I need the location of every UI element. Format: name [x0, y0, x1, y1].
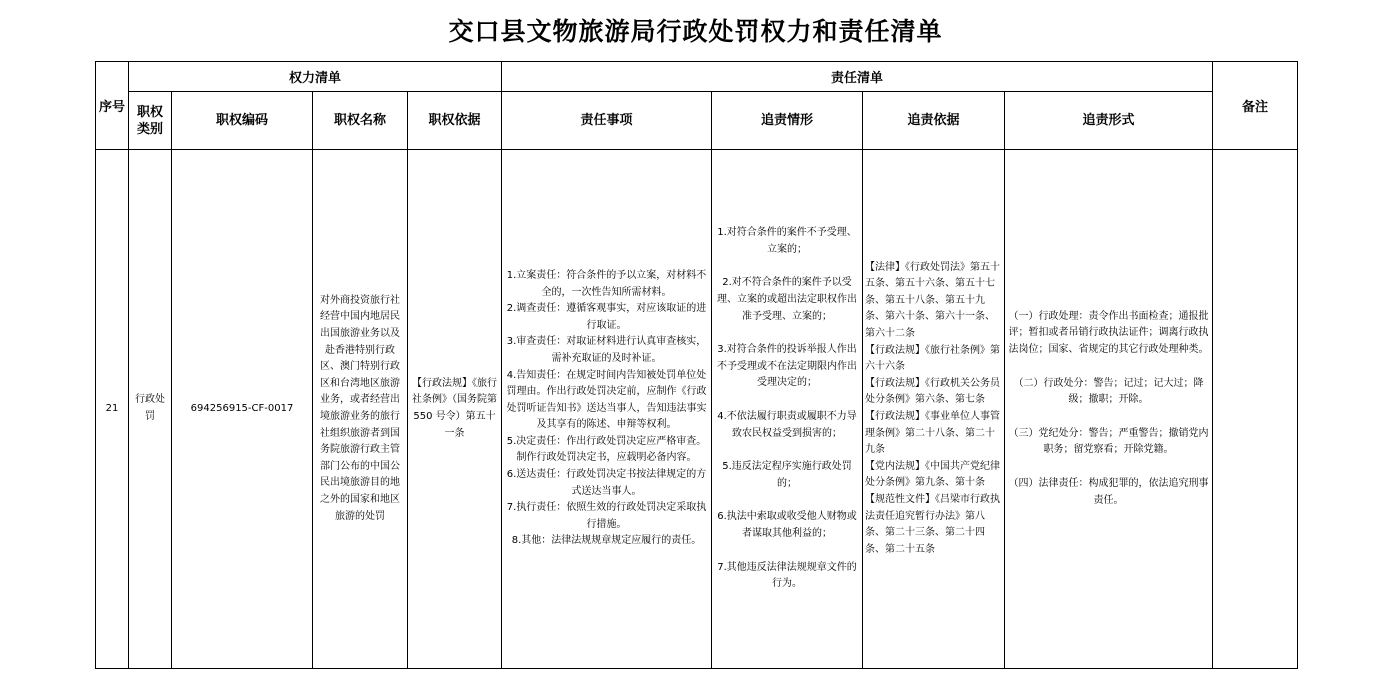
header-row-columns: [96, 92, 1298, 150]
header-category: 职权类别: [129, 92, 172, 150]
header-pursuit-cases: 追责情形: [712, 92, 863, 150]
pursuit-case-item: 4.不依法履行职责或履职不力导致农民权益受到损害的；: [717, 411, 857, 439]
duty-item: 7.执行责任：依照生效的行政处罚决定采取执行措施。: [506, 502, 707, 530]
header-row-groups: [96, 62, 1298, 92]
header-responsibility-list: 责任清单: [502, 62, 1213, 92]
pursuit-basis-item: 【党内法规】《中国共产党纪律处分条例》第九条、第十条: [865, 460, 1001, 489]
duty-item: 5.决定责任：作出行政处罚决定应严格审查。制作行政处罚决定书，应载明必备内容。: [506, 435, 707, 464]
duty-item: 4.告知责任：在规定时间内告知被处罚单位处罚理由。作出行政处罚决定前，应制作《行政处罚听证告知书》送达当事人，告知违法事实及其享有的陈述、申辩等权利。: [506, 369, 707, 431]
cell-pursuit-basis: [863, 150, 1005, 669]
pursuit-form-item: （一）行政处理：责令作出书面检查；通报批评；暂扣或者吊销行政执法证件；调离行政执法岗位；国家、省规定的其它行政处理种类。: [1008, 310, 1209, 356]
header-remarks: 备注: [1213, 62, 1298, 150]
pursuit-basis-item: 【行政法规】《事业单位人事管理条例》第二十八条、第二十九条: [865, 411, 1001, 456]
cell-pursuit-cases: [712, 150, 863, 669]
page-title: 交口县文物旅游局行政处罚权力和责任清单: [448, 17, 943, 46]
header-code: 职权编码: [172, 92, 313, 150]
pursuit-basis-item: 【行政法规】《旅行社条例》第六十六条: [865, 344, 1001, 373]
duty-item: 6.送达责任：行政处罚决定书按法律规定的方式送达当事人。: [506, 469, 707, 497]
header-pursuit-basis: 追责依据: [863, 92, 1005, 150]
power-responsibility-table: [95, 61, 1298, 669]
duty-item: 8.其他：法律法规规章规定应履行的责任。: [511, 535, 702, 547]
pursuit-case-item: 3.对符合条件的投诉举报人作出不予受理或不在法定期限内作出受理决定的；: [717, 344, 858, 389]
pursuit-basis-item: 【法律】《行政处罚法》第五十五条、第五十六条、第五十七条、第五十八条、第五十九条、第六十条、第六十一条、第六十二条: [865, 261, 1001, 340]
duty-item: 1.立案责任：符合条件的予以立案，对材料不全的，一次性告知所需材料。: [506, 269, 707, 298]
duty-item: 3.审查责任：对取证材料进行认真审查核实，需补充取证的及时补证。: [506, 336, 707, 364]
header-seq: 序号: [96, 62, 129, 150]
cell-seq: 21: [96, 150, 129, 669]
pursuit-basis-item: 【行政法规】《行政机关公务员处分条例》第六条、第七条: [865, 377, 1001, 406]
pursuit-form-item: （二）行政处分：警告；记过；记大过；降级；撤职；开除。: [1013, 377, 1204, 406]
header-basis: 职权依据: [408, 92, 502, 150]
pursuit-basis-item: 【规范性文件】《吕梁市行政执法责任追究暂行办法》第八条、第二十三条、第二十四条、第二十五条: [865, 493, 1001, 555]
header-power-list: 权力清单: [129, 62, 502, 92]
pursuit-case-item: 6.执法中索取或收受他人财物或者谋取其他利益的；: [717, 511, 857, 539]
cell-code: 694256915-CF-0017: [172, 150, 313, 669]
pursuit-form-item: （三）党纪处分：警告；严重警告；撤销党内职务；留党察看；开除党籍。: [1008, 427, 1209, 456]
pursuit-case-item: 2.对不符合条件的案件予以受理、立案的或超出法定职权作出准予受理、立案的；: [717, 277, 858, 322]
cell-pursuit-forms: [1005, 150, 1213, 669]
cell-category: 行政处罚: [129, 150, 172, 669]
cell-duties: [502, 150, 712, 669]
cell-name: 对外商投资旅行社经营中国内地居民出国旅游业务以及赴香港特别行政区、澳门特别行政区和台湾地区旅游业务，或者经营出境旅游业务的旅行社组织旅游者到国务院旅游行政主管部门公布的中国公民出境旅游目的地之外的国家和地区旅游的处罚: [313, 150, 408, 669]
cell-basis: 【行政法规】《旅行社条例》（国务院第 550 号令）第五十一条: [408, 150, 502, 669]
table-row: [96, 150, 1298, 669]
header-duties: 责任事项: [502, 92, 712, 150]
header-name: 职权名称: [313, 92, 408, 150]
pursuit-case-item: 5.违反法定程序实施行政处罚的；: [722, 461, 852, 489]
pursuit-form-item: （四）法律责任：构成犯罪的，依法追究刑事责任。: [1008, 477, 1209, 506]
cell-remarks: [1213, 150, 1298, 669]
duty-item: 2.调查责任：遵循客观事实，对应该取证的进行取证。: [506, 303, 707, 331]
header-pursuit-forms: 追责形式: [1005, 92, 1213, 150]
pursuit-case-item: 7.其他违反法律法规规章文件的行为。: [717, 561, 857, 590]
pursuit-case-item: 1.对符合条件的案件不予受理、立案的；: [717, 227, 857, 255]
